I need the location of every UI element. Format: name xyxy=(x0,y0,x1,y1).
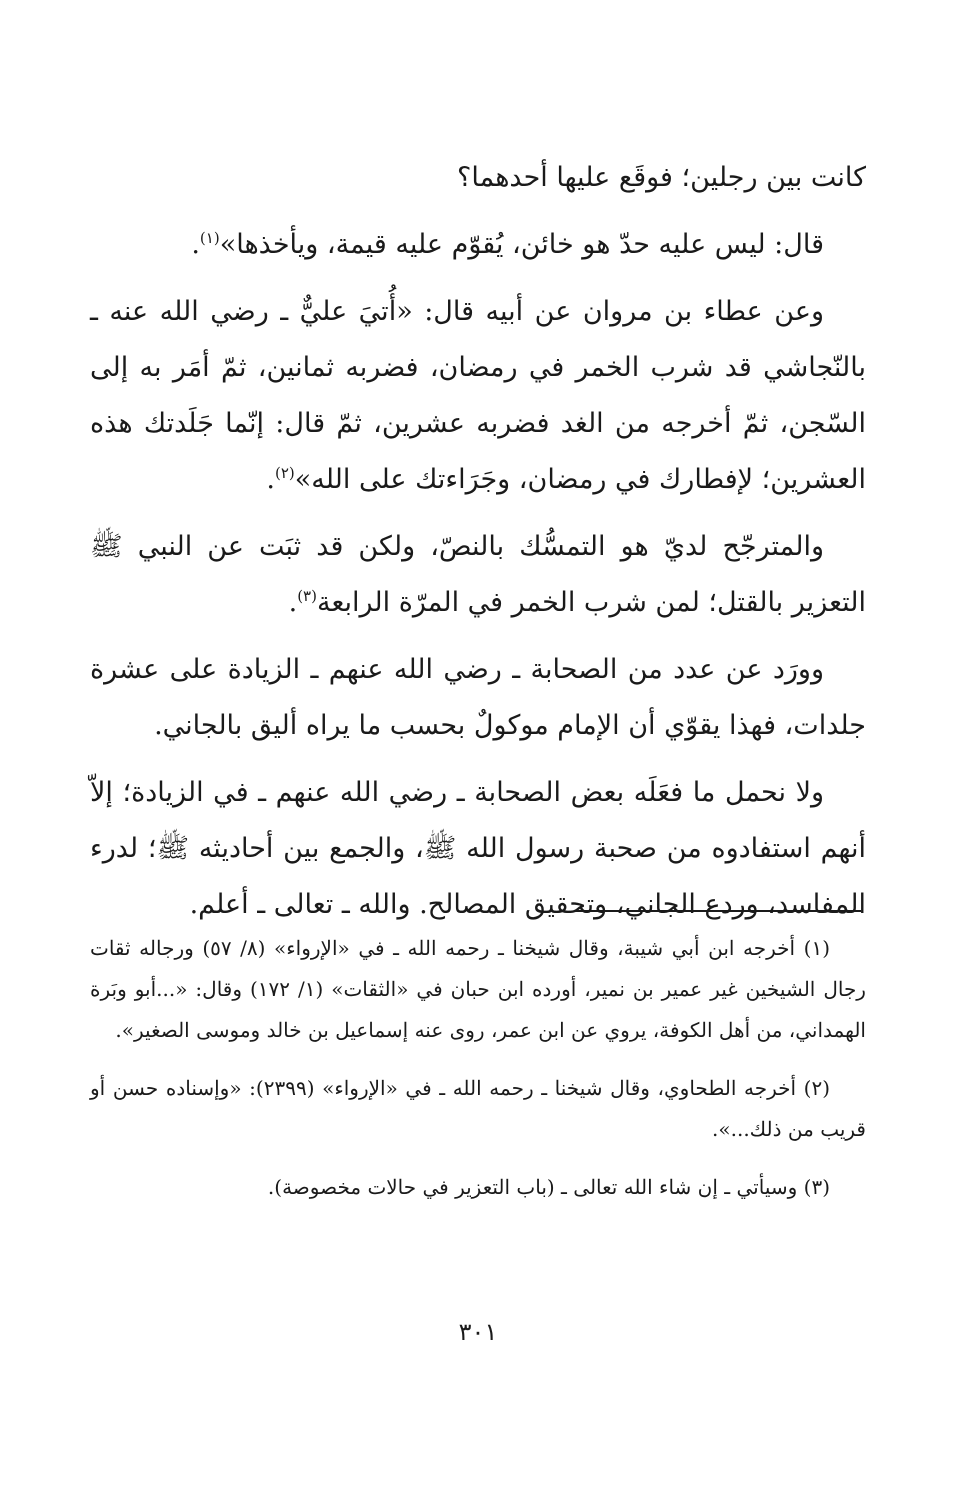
footnote-ref-2: (٢) xyxy=(274,464,295,482)
paragraph-5: وورَد عن عدد من الصحابة ـ رضي الله عنهم ـ الزيادة على عشرة جلدات، فهذا يقوّي أن الإمام موكولٌ بحسب ما يراه أليق بالجاني. xyxy=(90,654,866,741)
footnote-1: (١) أخرجه ابن أبي شيبة، وقال شيخنا ـ رحمه الله ـ في «الإرواء» (٨/ ٥٧) ورجاله ثقات رجال الشيخين غير عمير بن نمير، أورده ابن حبان في «الثقات» (١/ ١٧٢) وقال: «...أبو وبَرة الهمداني، من أهل الكوفة، يروي عن ابن عمر، روى عنه إسماعيل بن خالد وموسى الصغير». xyxy=(90,936,866,1042)
footnote-2: (٢) أخرجه الطحاوي، وقال شيخنا ـ رحمه الله ـ في «الإرواء» (٢٣٩٩): «وإسناده حسن أو قريب من ذلك...». xyxy=(90,1076,866,1141)
footnote-separator xyxy=(574,910,861,912)
footnote-ref-3: (٣) xyxy=(297,587,317,605)
paragraph-6: ولا نحمل ما فعَلَه بعض الصحابة ـ رضي الله عنهم ـ في الزيادة؛ إلاّ أنهم استفادوه من صحبة رسول الله ﷺ، والجمع بين أحاديثه ﷺ؛ لدرء المفاسد، وردع الجاني، وتحقيق المصالح. والله ـ تعالى ـ أعلم. xyxy=(90,777,866,920)
paragraph-3: وعن عطاء بن مروان عن أبيه قال: «أُتيَ عليٌّ ـ رضي الله عنه ـ بالنّجاشي قد شرب الخمر في رمضان، فضربه ثمانين، ثمّ أمَر به إلى السّجن، ثمّ أخرجه من الغد فضربه عشرين، ثمّ قال: إنّما جَلَدتك هذه العشرين؛ لإفطارك في رمضان، وجَرَاءتك على الله»$^{(٢)}$. xyxy=(90,296,866,495)
footnotes xyxy=(90,928,866,1225)
footnote-ref-1: (١) xyxy=(199,229,220,247)
paragraph-2: قال: ليس عليه حدّ هو خائن، يُقوّم عليه قيمة، ويأخذها»$^{(١)}$. xyxy=(191,229,824,260)
footnote-3: (٣) وسيأتي ـ إن شاء الله تعالى ـ (باب التعزير في حالات مخصوصة). xyxy=(267,1175,830,1199)
paragraph-1: كانت بين رجلين؛ فوقَع عليها أحدهما؟ xyxy=(457,162,866,193)
main-text xyxy=(90,150,866,944)
paragraph-4: والمترجّح لديّ هو التمسُّك بالنصّ، ولكن قد ثبَت عن النبي ﷺ التعزير بالقتل؛ لمن شرب الخمر في المرّة الرابعة$^{(٣)}$. xyxy=(90,531,866,618)
page-number: ٣٠١ xyxy=(458,1318,498,1346)
